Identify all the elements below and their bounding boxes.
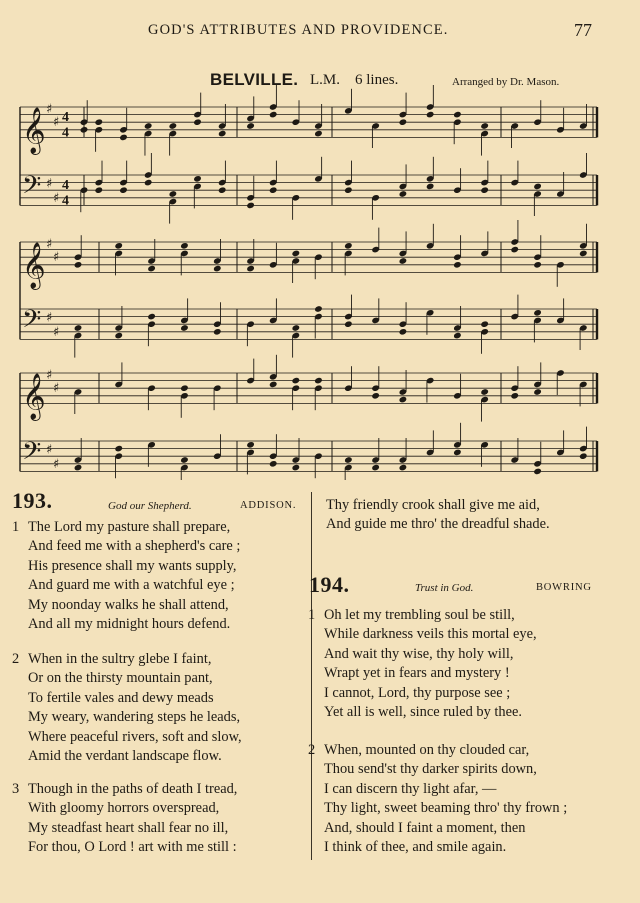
- note-head: [147, 265, 156, 273]
- note-head: [269, 186, 278, 194]
- stanza-number: 2: [308, 742, 316, 758]
- hymn-193-subject: God our Shepherd.: [108, 500, 192, 512]
- stanza-number: 1: [308, 607, 316, 623]
- note-head: [314, 130, 323, 138]
- note-head: [426, 183, 435, 191]
- note-head: [114, 445, 123, 453]
- note-head: [314, 305, 323, 313]
- note-head: [579, 250, 588, 258]
- note-head: [399, 396, 408, 404]
- note-head: [180, 324, 189, 332]
- sharp-sign: ♯: [46, 442, 53, 458]
- note-head: [344, 456, 353, 464]
- treble-clef: 𝄞: [22, 107, 46, 154]
- verse-line: I cannot, Lord, thy purpose see ;: [324, 684, 511, 701]
- note-head: [144, 122, 153, 130]
- note-head: [292, 464, 301, 472]
- verse-line: Yet all is well, since ruled by thee.: [324, 704, 522, 721]
- note-head: [95, 186, 104, 194]
- note-head: [246, 122, 255, 130]
- sharp-sign: ♯: [53, 190, 60, 206]
- stanza-number: 2: [12, 651, 20, 667]
- note-head: [399, 190, 408, 198]
- verse-line: His presence shall my wants supply,: [28, 557, 237, 574]
- sharp-sign: ♯: [53, 456, 60, 472]
- note-head: [314, 377, 323, 385]
- note-head: [426, 111, 435, 119]
- note-head: [292, 377, 301, 385]
- time-signature: 4: [62, 178, 69, 194]
- treble-clef: 𝄞: [22, 242, 46, 289]
- note-head: [480, 186, 489, 194]
- verse-line: And guide me thro' the dreadful shade.: [326, 516, 550, 533]
- time-signature: 4: [62, 125, 69, 141]
- note-head: [453, 449, 462, 457]
- note-head: [510, 392, 519, 400]
- sharp-sign: ♯: [53, 324, 60, 340]
- verse-line: My noonday walks he shall attend,: [28, 596, 229, 613]
- note-head: [169, 190, 178, 198]
- sharp-sign: ♯: [46, 176, 53, 192]
- note-head: [453, 111, 462, 119]
- tune-meter: L.M.: [310, 72, 340, 88]
- note-head: [193, 118, 202, 126]
- note-head: [74, 261, 83, 269]
- note-head: [246, 265, 255, 273]
- note-head: [399, 464, 408, 472]
- note-head: [292, 250, 301, 258]
- verse-line: The Lord my pasture shall prepare,: [28, 519, 231, 535]
- stanza-number: 1: [12, 519, 20, 535]
- note-head: [399, 257, 408, 265]
- hymn-194-author: BOWRING: [536, 582, 592, 593]
- verse-line: Or on the thirsty mountain pant,: [28, 670, 213, 687]
- verse-line: When in the sultry glebe I faint,: [28, 651, 212, 667]
- verse-line: Amid the verdant landscape flow.: [28, 748, 222, 765]
- bass-clef: 𝄢: [22, 170, 42, 206]
- note-head: [114, 242, 123, 250]
- verse-line: With gloomy horrors overspread,: [28, 800, 220, 817]
- verse-line: I can discern thy light afar, —: [324, 780, 497, 797]
- sharp-sign: ♯: [53, 381, 60, 397]
- verse-line: Thy friendly crook shall give me aid,: [326, 497, 540, 513]
- note-head: [510, 246, 519, 254]
- note-head: [480, 388, 489, 396]
- note-head: [453, 332, 462, 340]
- hymn-194-stanza-1: [308, 606, 537, 722]
- hymn-193-stanza-3-cont: [326, 496, 550, 535]
- page-number: 77: [574, 20, 592, 40]
- hymn-194-stanza-2: [308, 741, 568, 857]
- tune-lines: 6 lines.: [355, 72, 399, 88]
- note-head: [114, 332, 123, 340]
- verse-line: I think of thee, and smile again.: [324, 839, 507, 856]
- verse-line: My steadfast heart shall fear no ill,: [28, 819, 229, 836]
- sharp-sign: ♯: [53, 250, 60, 266]
- verse-line: And, should I faint a moment, then: [324, 819, 526, 836]
- note-head: [292, 324, 301, 332]
- hymn-193-stanza-1: [12, 518, 241, 634]
- sharp-sign: ♯: [46, 310, 53, 326]
- note-head: [533, 261, 542, 269]
- note-head: [119, 186, 128, 194]
- note-head: [95, 118, 104, 126]
- verse-line: Thy light, sweet beaming thro' thy frown ;: [324, 800, 568, 817]
- note-head: [533, 183, 542, 191]
- time-signature: 4: [62, 193, 69, 209]
- note-head: [579, 452, 588, 460]
- verse-line: Where peaceful rivers, soft and slow,: [28, 728, 242, 745]
- bass-clef: 𝄢: [22, 436, 42, 472]
- note-head: [399, 118, 408, 126]
- verse-line: Though in the paths of death I tread,: [28, 781, 238, 797]
- treble-clef: 𝄞: [22, 373, 46, 420]
- note-head: [344, 186, 353, 194]
- hymn-194-number: 194.: [309, 572, 350, 597]
- hymn-193-number: 193.: [12, 488, 53, 513]
- note-head: [533, 388, 542, 396]
- note-head: [453, 261, 462, 269]
- stanza-number: 3: [12, 781, 20, 797]
- note-head: [246, 441, 255, 449]
- verse-line: And feed me with a shepherd's care ;: [28, 538, 241, 555]
- note-head: [213, 328, 222, 336]
- sharp-sign: ♯: [53, 115, 60, 131]
- sharp-sign: ♯: [46, 102, 53, 117]
- note-head: [119, 134, 128, 142]
- hymn-193-author: ADDISON.: [240, 500, 297, 511]
- note-head: [218, 186, 227, 194]
- note-head: [169, 122, 178, 130]
- note-head: [180, 242, 189, 250]
- note-head: [533, 468, 542, 476]
- note-head: [371, 392, 380, 400]
- note-head: [269, 460, 278, 468]
- note-head: [480, 122, 489, 130]
- verse-line: To fertile vales and dewy meads: [28, 689, 214, 706]
- verse-line: My weary, wandering steps he leads,: [28, 709, 241, 726]
- note-head: [74, 324, 83, 332]
- note-head: [180, 456, 189, 464]
- note-head: [180, 384, 189, 392]
- hymn-194-subject: Trust in God.: [415, 582, 474, 594]
- hymn-193-stanza-3: [12, 780, 238, 858]
- note-head: [269, 111, 278, 119]
- verse-line: And all my midnight hours defend.: [28, 616, 231, 633]
- note-head: [371, 464, 380, 472]
- verse-line: Thou send'st thy darker spirits down,: [324, 761, 537, 778]
- verse-line: When, mounted on thy clouded car,: [324, 742, 530, 758]
- note-head: [193, 175, 202, 183]
- tune-name: BELVILLE.: [210, 70, 299, 89]
- verse-line: While darkness veils this mortal eye,: [324, 626, 537, 643]
- note-head: [218, 130, 227, 138]
- note-head: [480, 320, 489, 328]
- note-head: [246, 202, 255, 210]
- note-head: [147, 313, 156, 321]
- hymn-193-stanza-2: [12, 650, 242, 766]
- note-head: [269, 381, 278, 389]
- note-head: [213, 265, 222, 273]
- note-head: [533, 309, 542, 317]
- time-signature: 4: [62, 110, 69, 126]
- verse-line: And wait thy wise, thy holy will,: [324, 645, 514, 662]
- note-head: [399, 328, 408, 336]
- note-head: [144, 179, 153, 187]
- note-head: [80, 126, 89, 134]
- verse-line: Oh let my trembling soul be still,: [324, 607, 515, 623]
- tune-arranger: Arranged by Dr. Mason.: [452, 76, 560, 88]
- sharp-sign: ♯: [46, 368, 53, 383]
- note-head: [74, 464, 83, 472]
- verse-line: For thou, O Lord ! art with me still :: [28, 839, 237, 856]
- verse-line: And guard me with a watchful eye ;: [28, 577, 235, 594]
- bass-clef: 𝄢: [22, 304, 42, 340]
- note-head: [344, 320, 353, 328]
- sharp-sign: ♯: [46, 237, 53, 252]
- running-title: GOD'S ATTRIBUTES AND PROVIDENCE.: [148, 22, 449, 38]
- verse-line: Wrapt yet in fears and mystery !: [324, 665, 510, 682]
- note-head: [344, 242, 353, 250]
- column-divider: [311, 492, 312, 860]
